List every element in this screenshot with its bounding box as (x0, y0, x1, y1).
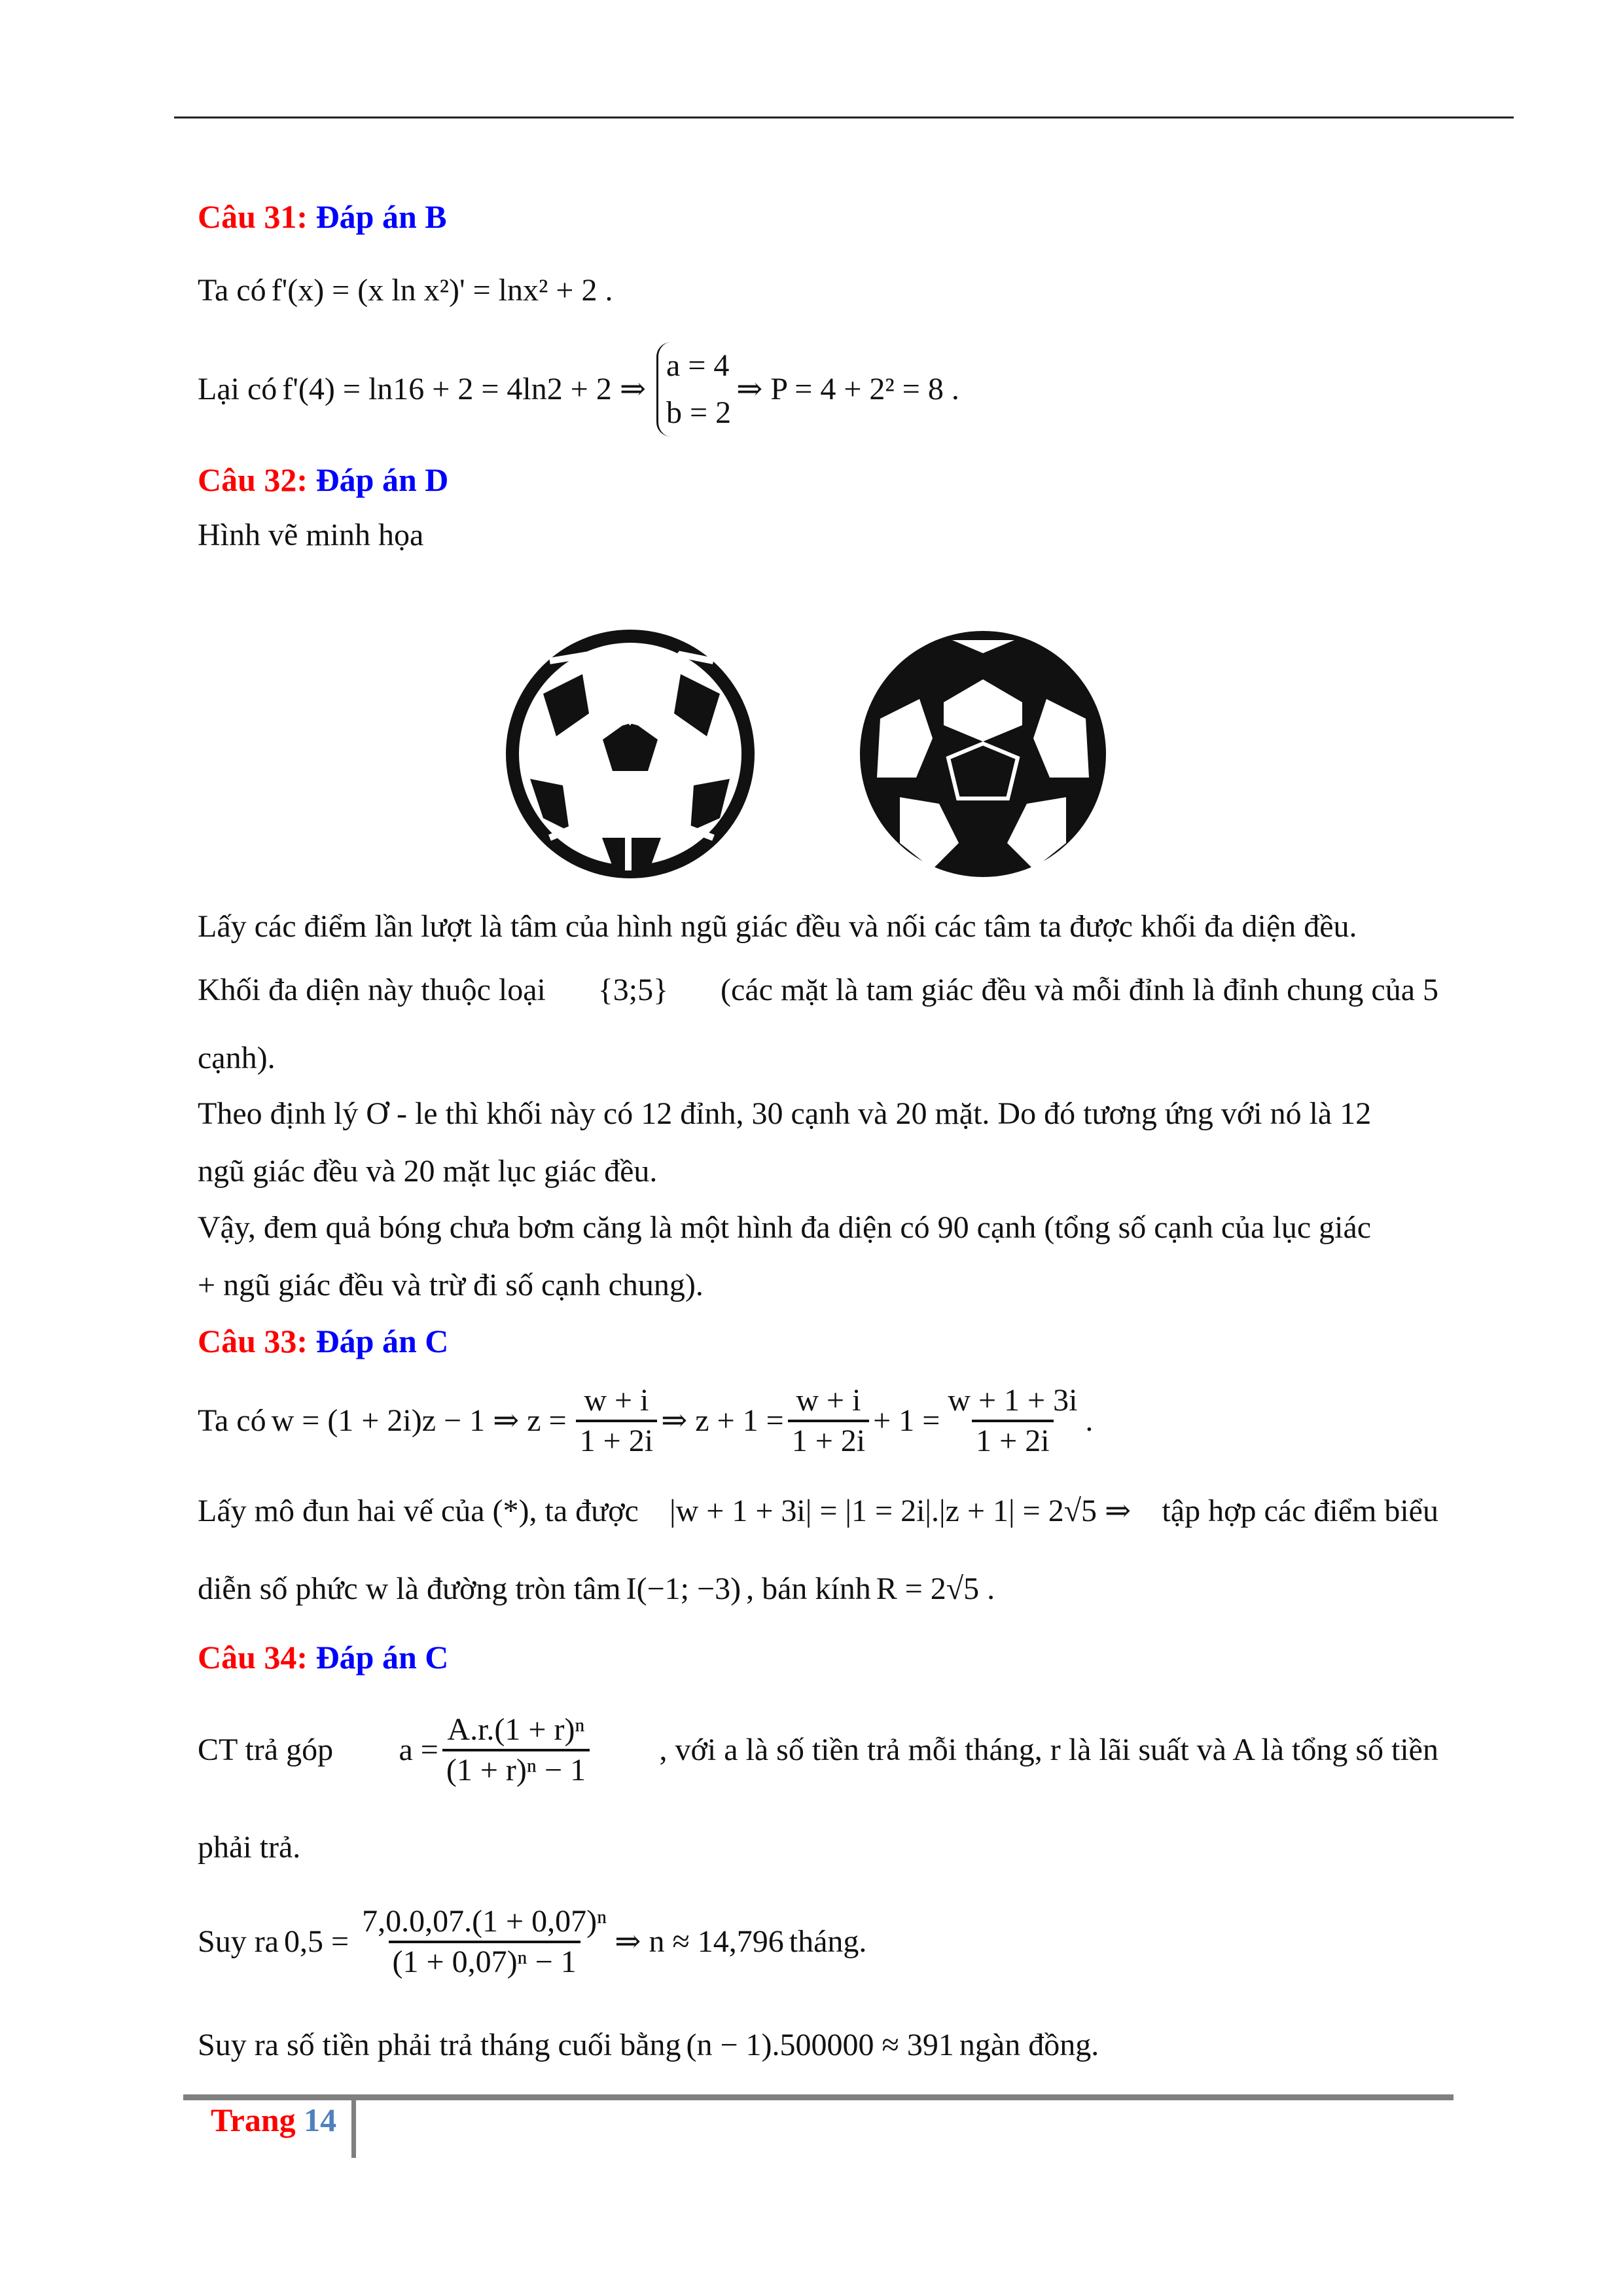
math-expression: {3;5} (597, 973, 669, 1007)
text: CT trả góp (198, 1732, 334, 1767)
q32-paragraph1: Lấy các điểm lần lượt là tâm của hình ngũ giác đều và nối các tâm ta được khối đa diện đều. (198, 909, 1357, 944)
math-expression: (n − 1).500000 ≈ 391 (686, 2028, 954, 2062)
math-expression: w = (1 + 2i)z − 1 ⇒ z = (271, 1403, 567, 1438)
math-expression: f'(x) = (x ln x²)' = lnx² + 2 . (271, 273, 613, 308)
q31-line1 (198, 271, 618, 310)
q33-line2 (198, 1492, 1438, 1531)
text: , bán kính (746, 1571, 871, 1606)
text: Ta có (198, 273, 266, 308)
q32-heading (198, 460, 448, 499)
fraction (576, 1382, 657, 1460)
q34-line2: phải trả. (198, 1830, 301, 1865)
math-expression: + 1 = (873, 1403, 940, 1438)
q34-line4 (198, 2026, 1099, 2065)
period: . (1085, 1403, 1094, 1438)
text: , với a là số tiền trả mỗi tháng, r là lãi suất và A là tổng số tiền (659, 1732, 1438, 1767)
question-label: Câu 31: (198, 198, 308, 235)
q32-paragraph4: Vậy, đem quả bóng chưa bơm căng là một hình đa diện có 90 cạnh (tổng số cạnh của lục giác (198, 1210, 1372, 1245)
denominator: (1 + r)ⁿ − 1 (442, 1749, 590, 1789)
q31-line2 (198, 340, 959, 439)
soccer-ball-figure (854, 627, 1116, 889)
text: Suy ra số tiền phải trả tháng cuối bằng (198, 2028, 681, 2062)
fraction (442, 1711, 590, 1789)
numerator: w + i (584, 1383, 649, 1418)
footer-rule (183, 2094, 1454, 2100)
text: Khối đa diện này thuộc loại (198, 973, 546, 1007)
numerator: w + i (796, 1383, 861, 1418)
q32-paragraph2-cont: cạnh). (198, 1041, 276, 1075)
q33-line1 (198, 1375, 1093, 1467)
icosahedron-ball-figure (497, 622, 766, 890)
system-row: b = 2 (666, 395, 732, 430)
text: Lại có (198, 372, 277, 406)
q31-heading (198, 197, 447, 236)
answer-label: Đáp án B (315, 198, 447, 235)
math-expression: f'(4) = ln16 + 2 = 4ln2 + 2 ⇒ (282, 372, 647, 406)
text: tháng. (789, 1924, 867, 1959)
text: Ta có (198, 1403, 266, 1438)
math-expression: ⇒ n ≈ 14,796 (615, 1924, 784, 1959)
footer-divider (351, 2100, 356, 2158)
text: Suy ra (198, 1924, 279, 1959)
numerator: w + 1 + 3i (948, 1383, 1078, 1418)
page-number (211, 2101, 336, 2139)
q32-paragraph4-cont: + ngũ giác đều và trừ đi số cạnh chung). (198, 1268, 704, 1302)
q34-line1 (198, 1704, 1438, 1796)
answer-label: Đáp án D (315, 461, 449, 498)
question-label: Câu 32: (198, 461, 308, 498)
math-expression: |w + 1 + 3i| = |1 = 2i|.|z + 1| = 2√5 ⇒ (669, 1494, 1132, 1528)
text: (các mặt là tam giác đều và mỗi đỉnh là đỉnh chung của 5 (721, 973, 1438, 1007)
question-label: Câu 33: (198, 1323, 308, 1359)
question-label: Câu 34: (198, 1639, 308, 1676)
math-expression: ⇒ z + 1 = (661, 1403, 784, 1438)
page-word: Trang (211, 2102, 296, 2138)
denominator: 1 + 2i (972, 1420, 1053, 1460)
q32-paragraph2 (198, 971, 1438, 1010)
fraction (944, 1382, 1081, 1460)
q34-heading (198, 1638, 448, 1677)
header-rule (174, 117, 1514, 118)
math-expression: ⇒ P = 4 + 2² = 8 . (736, 372, 959, 406)
math-expression: 0,5 = (283, 1924, 349, 1959)
numerator: A.r.(1 + r)ⁿ (447, 1712, 585, 1747)
math-expression: a = (399, 1732, 438, 1767)
answer-label: Đáp án C (315, 1323, 449, 1359)
denominator: 1 + 2i (788, 1420, 869, 1460)
numerator: 7,0.0,07.(1 + 0,07)ⁿ (362, 1904, 607, 1939)
math-expression: R = 2√5 . (876, 1571, 995, 1606)
text: Lấy mô đun hai vế của (*), ta được (198, 1494, 639, 1528)
denominator: 1 + 2i (576, 1420, 657, 1460)
equation-system (656, 342, 731, 437)
page-value: 14 (304, 2102, 337, 2138)
fraction (358, 1903, 611, 1981)
q32-paragraph3-cont: ngũ giác đều và 20 mặt lục giác đều. (198, 1154, 658, 1189)
answer-label: Đáp án C (315, 1639, 449, 1676)
q33-heading (198, 1321, 448, 1361)
text: diễn số phức w là đường tròn tâm (198, 1571, 621, 1606)
q34-line3 (198, 1896, 872, 1988)
math-expression: I(−1; −3) (626, 1571, 741, 1606)
figure-caption: Hình vẽ minh họa (198, 518, 424, 552)
text: tập hợp các điểm biểu (1162, 1494, 1438, 1528)
denominator: (1 + 0,07)ⁿ − 1 (389, 1941, 580, 1981)
q32-paragraph3: Theo định lý Ơ - le thì khối này có 12 đỉnh, 30 cạnh và 20 mặt. Do đó tương ứng với nó là 12 (198, 1096, 1372, 1131)
q33-line3 (198, 1570, 1000, 1609)
text: ngàn đồng. (959, 2028, 1099, 2062)
fraction (788, 1382, 869, 1460)
system-row: a = 4 (666, 348, 730, 383)
